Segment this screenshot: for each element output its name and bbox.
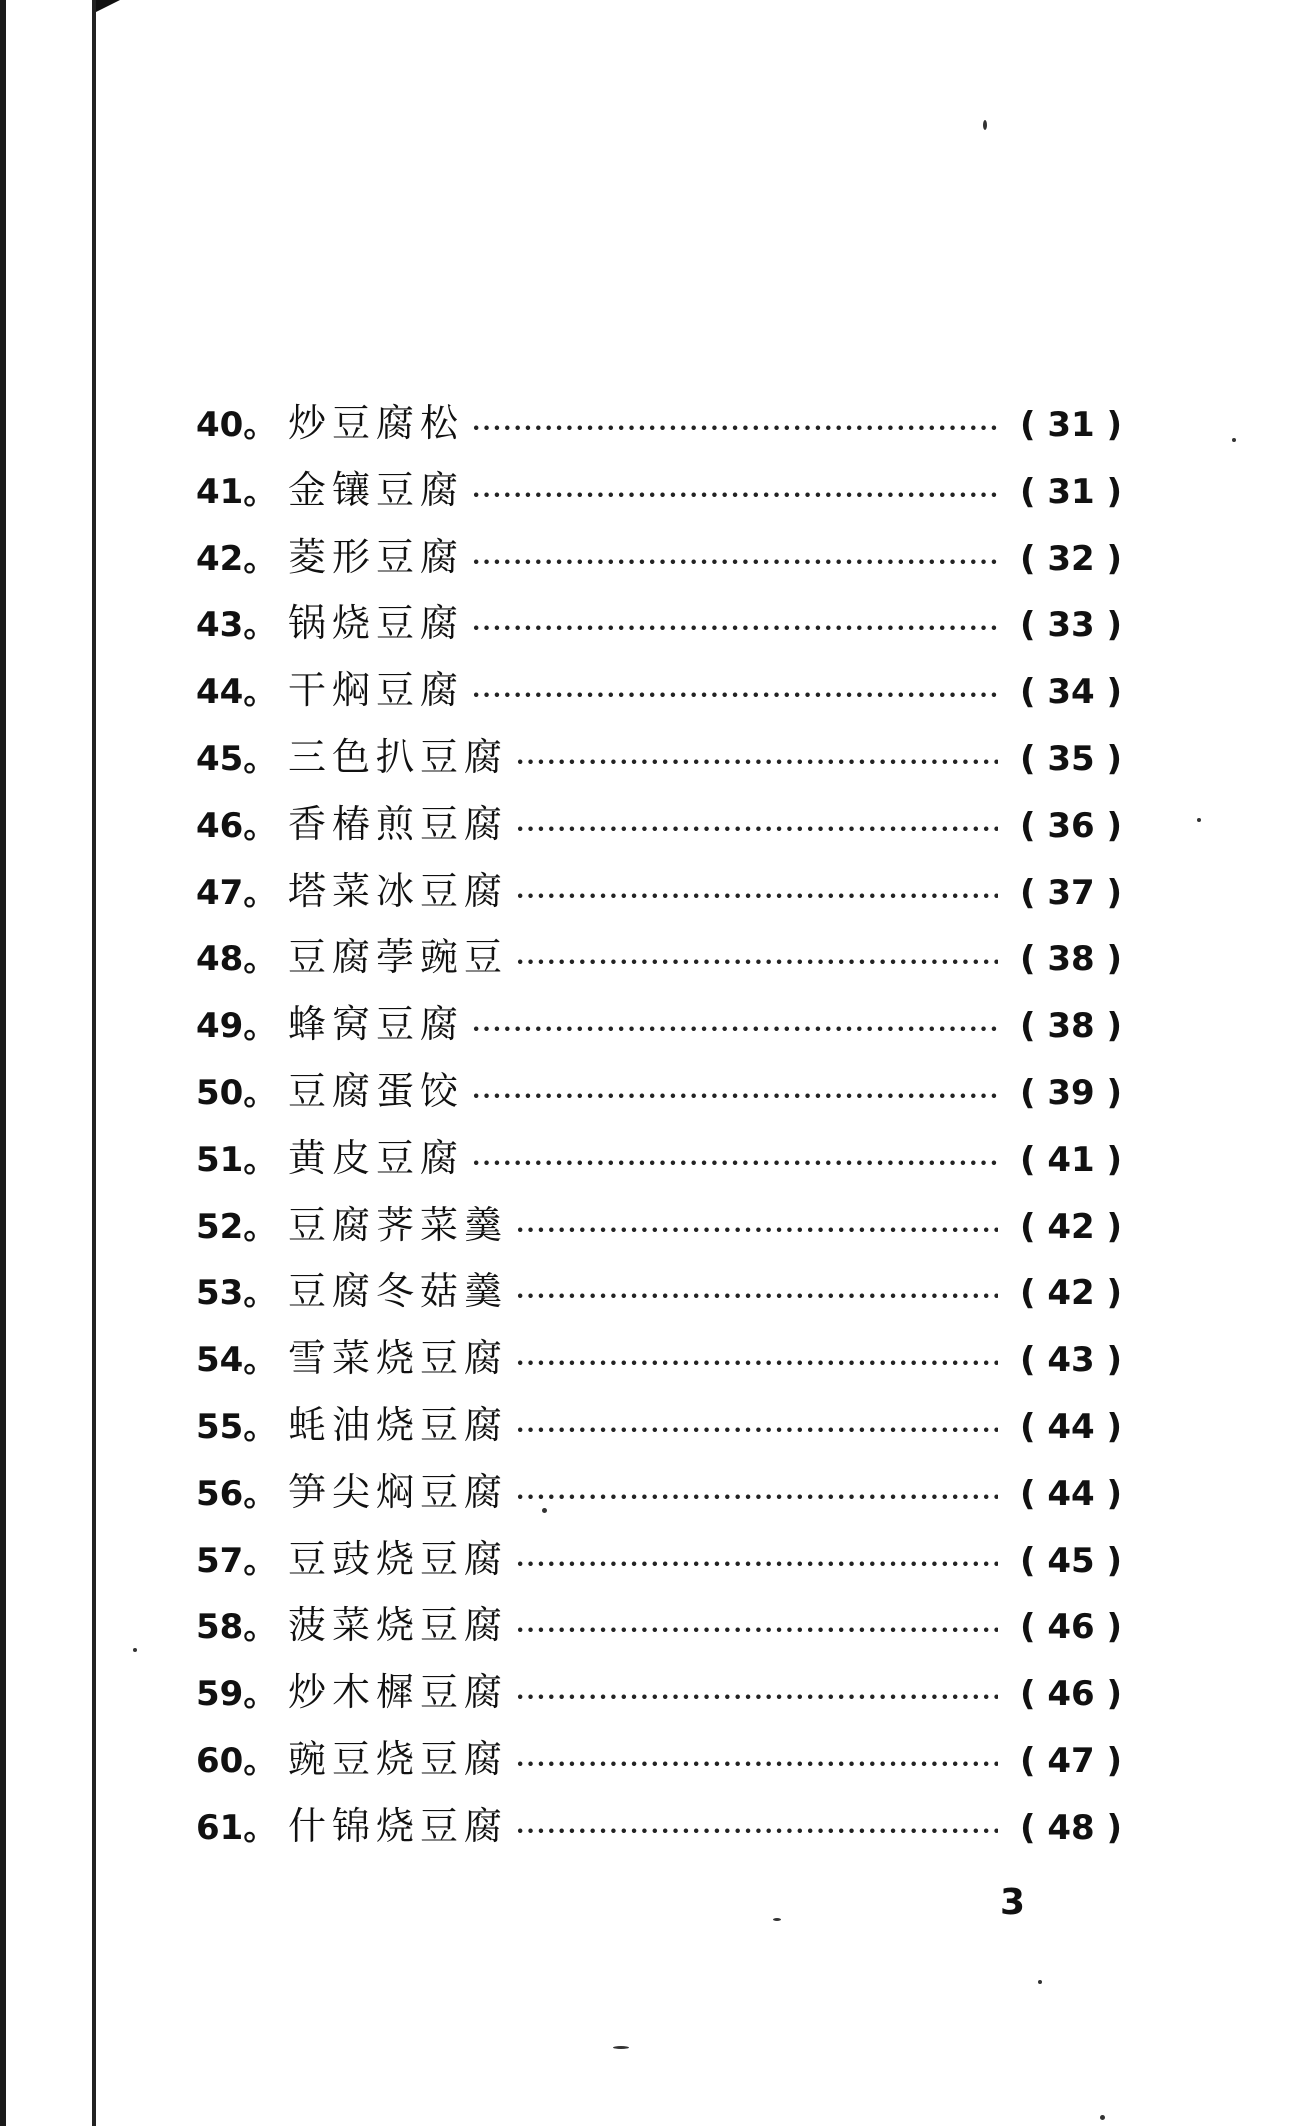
- entry-page-ref: ( 36 ): [1019, 805, 1123, 846]
- toc-entry: [196, 1258, 1136, 1325]
- entry-page-ref: ( 41 ): [1019, 1139, 1123, 1180]
- scan-edge: [0, 0, 6, 2126]
- toc-entry: [196, 791, 1136, 858]
- dot-leader: [516, 1397, 998, 1464]
- entry-title: 蜂窝豆腐: [288, 1002, 465, 1047]
- dot-leader: [516, 1263, 998, 1330]
- scan-speck: [1100, 2115, 1105, 2120]
- toc-entry: [196, 590, 1136, 657]
- entry-number: 55。: [196, 1406, 278, 1447]
- entry-number: 57。: [196, 1540, 278, 1581]
- entry-number: 40。: [196, 405, 278, 445]
- entry-number: 45。: [196, 738, 278, 779]
- dot-leader: [516, 1531, 998, 1598]
- entry-page-ref: ( 42 ): [1019, 1206, 1123, 1247]
- dot-leader: [516, 1464, 998, 1531]
- entry-number: 47。: [196, 872, 278, 913]
- entry-number: 48。: [196, 939, 278, 980]
- entry-title: 什锦烧豆腐: [288, 1803, 509, 1848]
- toc-entry: [196, 991, 1136, 1058]
- toc-entry: [196, 1793, 1136, 1860]
- toc-entry: [196, 524, 1136, 591]
- dot-leader: [516, 796, 998, 863]
- toc-entry: [196, 1325, 1136, 1392]
- entry-number: 50。: [196, 1072, 278, 1113]
- entry-page-ref: ( 44 ): [1019, 1473, 1123, 1514]
- entry-number: 41。: [196, 471, 278, 512]
- entry-title: 豆腐冬菇羹: [288, 1269, 509, 1314]
- dot-leader: [472, 1063, 998, 1130]
- entry-title: 锅烧豆腐: [288, 601, 465, 646]
- entry-page-ref: ( 38 ): [1019, 1006, 1123, 1047]
- page-number: 3: [1000, 1882, 1026, 1923]
- entry-page-ref: ( 48 ): [1019, 1807, 1123, 1848]
- entry-page-ref: ( 31 ): [1019, 471, 1123, 512]
- dot-leader: [472, 662, 998, 729]
- entry-title: 豆豉烧豆腐: [288, 1536, 509, 1581]
- toc-entry: [196, 1726, 1136, 1793]
- entry-page-ref: ( 35 ): [1019, 738, 1123, 779]
- dot-leader: [516, 1798, 998, 1865]
- entry-page-ref: ( 39 ): [1019, 1072, 1123, 1113]
- entry-number: 44。: [196, 672, 278, 713]
- toc-entry: [196, 1058, 1136, 1125]
- entry-number: 59。: [196, 1674, 278, 1715]
- entry-number: 56。: [196, 1473, 278, 1514]
- dot-leader: [516, 1664, 998, 1731]
- entry-number: 54。: [196, 1340, 278, 1381]
- entry-title: 豌豆烧豆腐: [288, 1736, 509, 1781]
- entry-page-ref: ( 32 ): [1019, 538, 1123, 579]
- toc-entry: [196, 924, 1136, 991]
- dot-leader: [516, 929, 998, 996]
- scan-speck: [542, 1508, 547, 1513]
- dot-leader: [516, 1330, 998, 1397]
- entry-title: 塔菜冰豆腐: [288, 868, 509, 913]
- scan-speck: [133, 1648, 137, 1652]
- toc-entry: [196, 390, 1136, 457]
- corner-mark: [96, 0, 120, 12]
- entry-number: 49。: [196, 1006, 278, 1047]
- toc-entry: [196, 457, 1136, 524]
- entry-title: 炒木樨豆腐: [288, 1670, 509, 1715]
- toc-entry: [196, 1125, 1136, 1192]
- scan-speck: [1038, 1980, 1042, 1984]
- toc-entry: [196, 657, 1136, 724]
- toc-entry: [196, 1459, 1136, 1526]
- entry-title: 三色扒豆腐: [288, 734, 509, 779]
- entry-page-ref: ( 43 ): [1019, 1340, 1123, 1381]
- entry-number: 51。: [196, 1139, 278, 1180]
- entry-number: 42。: [196, 538, 278, 579]
- entry-title: 雪菜烧豆腐: [288, 1336, 509, 1381]
- toc-entry: [196, 1392, 1136, 1459]
- entry-title: 黄皮豆腐: [288, 1135, 465, 1180]
- entry-page-ref: ( 46 ): [1019, 1607, 1123, 1648]
- dot-leader: [516, 1597, 998, 1664]
- entry-title: 豆腐荸豌豆: [288, 935, 509, 980]
- entry-number: 60。: [196, 1740, 278, 1781]
- entry-page-ref: ( 34 ): [1019, 672, 1123, 713]
- dot-leader: [472, 395, 998, 462]
- entry-title: 菱形豆腐: [288, 534, 465, 579]
- entry-page-ref: ( 42 ): [1019, 1273, 1123, 1314]
- entry-title: 豆腐荠菜羹: [288, 1202, 509, 1247]
- entry-title: 菠菜烧豆腐: [288, 1603, 509, 1648]
- entry-page-ref: ( 37 ): [1019, 872, 1123, 913]
- entry-title: 炒豆腐松: [288, 401, 465, 445]
- entry-number: 46。: [196, 805, 278, 846]
- entry-page-ref: ( 46 ): [1019, 1674, 1123, 1715]
- dot-leader: [472, 529, 998, 596]
- toc-entry: [196, 1659, 1136, 1726]
- entry-number: 52。: [196, 1206, 278, 1247]
- entry-page-ref: ( 31 ): [1019, 405, 1123, 445]
- dot-leader: [472, 595, 998, 662]
- entry-page-ref: ( 47 ): [1019, 1740, 1123, 1781]
- scan-speck: [1232, 438, 1236, 442]
- toc-entry: [196, 858, 1136, 925]
- entry-title: 香椿煎豆腐: [288, 801, 509, 846]
- binding-line: [92, 0, 96, 2126]
- toc-entry: [196, 1192, 1136, 1259]
- dot-leader: [472, 996, 998, 1063]
- scan-speck: [1197, 818, 1201, 822]
- entry-title: 豆腐蛋饺: [288, 1068, 465, 1113]
- entry-number: 61。: [196, 1807, 278, 1848]
- entry-title: 蚝油烧豆腐: [288, 1402, 509, 1447]
- dot-leader: [472, 1130, 998, 1197]
- scan-speck: [983, 120, 987, 130]
- entry-page-ref: ( 38 ): [1019, 939, 1123, 980]
- dot-leader: [516, 729, 998, 796]
- entry-title: 金镶豆腐: [288, 467, 465, 512]
- dot-leader: [472, 462, 998, 529]
- scan-speck: [613, 2046, 629, 2049]
- scan-speck: [773, 1918, 781, 1921]
- entry-number: 43。: [196, 605, 278, 646]
- toc-entry: [196, 1592, 1136, 1659]
- entry-page-ref: ( 33 ): [1019, 605, 1123, 646]
- dot-leader: [516, 1731, 998, 1798]
- toc-entry: [196, 724, 1136, 791]
- entry-number: 58。: [196, 1607, 278, 1648]
- entry-title: 干焖豆腐: [288, 668, 465, 713]
- entry-page-ref: ( 44 ): [1019, 1406, 1123, 1447]
- entry-number: 53。: [196, 1273, 278, 1314]
- toc-entry: [196, 1526, 1136, 1593]
- dot-leader: [516, 1197, 998, 1264]
- table-of-contents: [196, 390, 1136, 1860]
- entry-page-ref: ( 45 ): [1019, 1540, 1123, 1581]
- dot-leader: [516, 863, 998, 930]
- entry-title: 笋尖焖豆腐: [288, 1469, 509, 1514]
